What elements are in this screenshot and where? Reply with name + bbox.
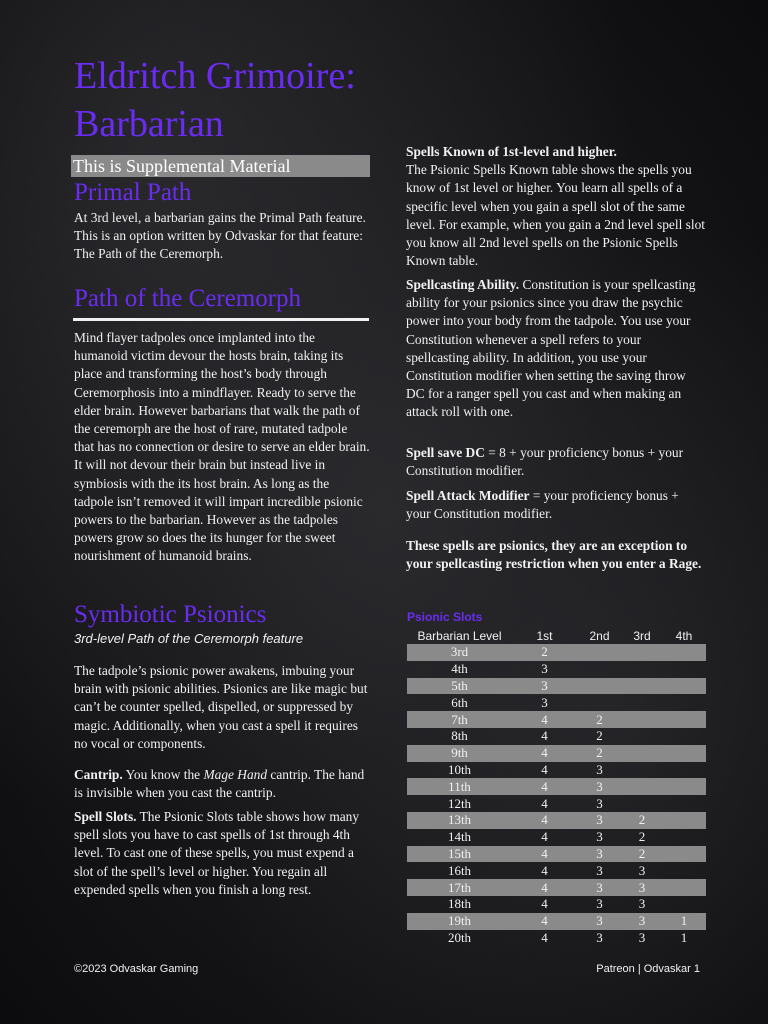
table-row [407,745,706,762]
spell-attack-text: = your proficiency bonus + your Constitution modifier. [406,488,679,522]
cantrip-text-post: cantrip. The hand is invisible when you cast the cantrip. [74,767,365,801]
header-cell: Barbarian Level [417,629,502,643]
slot-cell: 2 [622,812,662,829]
table-row [407,879,706,896]
table-row [407,644,706,661]
slot-cell [662,795,706,812]
table-body [407,644,706,946]
spell-slots-text: The Psionic Slots table shows how many spell slots you have to cast spells of 1st through 4th level. To cast one of these spells, you must expend a slot of the spell’s level or higher. You regain all expended spells when you finish a long rest. [74,809,360,897]
slot-cell [662,812,706,829]
spell-save-dc-paragraph [406,444,706,480]
table-row [407,862,706,879]
table-row [407,930,706,947]
symbiotic-heading: Symbiotic Psionics [74,601,267,628]
footer-page-info: Patreon | Odvaskar 1 [596,963,700,975]
slot-cell: 3 [512,678,577,695]
slot-cell: 3 [596,829,603,845]
slot-cell [622,678,662,695]
table-row [407,795,706,812]
slot-cell: 2 [596,728,603,744]
slot-cell [622,795,662,812]
slot-cell [622,728,662,745]
ceremorph-heading: Path of the Ceremorph [74,285,302,312]
slot-cell [577,678,622,695]
spell-save-dc-text: = 8 + your proficiency bonus + your Constitution modifier. [406,445,684,479]
slot-cell: 1 [662,913,706,930]
header-cell: 1st [536,629,553,643]
spellcasting-ability-paragraph [406,276,706,422]
slot-cell: 2 [577,711,622,728]
psionics-rage-note-text: These spells are psionics, they are an exception to your spellcasting restriction when you enter a Rage. [406,538,702,572]
level-cell: 15th [407,846,512,863]
slot-cell: 4 [541,829,548,845]
spellcasting-ability-label: Spellcasting Ability. [406,277,520,292]
slot-cell [622,694,662,711]
slot-cell [662,778,706,795]
slot-cell [662,745,706,762]
slot-cell: 3 [577,846,622,863]
slot-cell [662,762,706,779]
slot-cell [662,678,706,695]
slot-cell: 3 [638,896,646,912]
symbiotic-intro: The tadpole’s psionic power awakens, imbuing your brain with psionic abilities. Psionics are like magic but can’t be counter spelled, dispelled, or suppressed by magic. Additionally, when you cast a spell it requires no vocal or components. [74,663,368,751]
level-cell: 3rd [407,644,512,661]
level-cell: 14th [447,829,472,845]
table-row [407,829,706,846]
spell-slots-paragraph [74,808,370,899]
cantrip-paragraph [74,766,370,802]
level-cell: 5th [407,678,512,695]
slot-cell: 3 [596,761,603,777]
cantrip-text-pre: You know the [122,767,204,782]
slot-cell [662,896,706,913]
slot-cell: 3 [638,929,646,945]
ceremorph-text: Mind flayer tadpoles once implanted into the humanoid victim devour the hosts brain, taking its place and transforming the host’s body through Ceremorphosis into a mindflayer. Ready to serve the elder brain. However barbarians that walk the path of the ceremorph are the host of rare, mutated tadpole that has no connection or desire to serve an elder brain. It will not devour their brain but instead live in symbiosis with the its host brain. As long as the tadpole isn’t removed it will impart incredible psionic powers to the barbarian. However as the tadpoles powers grow so does the its hunger for the sweet nourishment of humanoid brains. [74,330,370,564]
slot-cell [577,644,622,661]
slot-cell: 4 [541,728,548,744]
primal-path-heading: Primal Path [74,179,192,206]
mage-hand-term: Mage Hand [203,767,268,782]
level-cell: 10th [447,761,472,777]
level-cell: 9th [407,745,512,762]
slot-cell: 4 [512,879,577,896]
level-cell: 6th [451,694,468,710]
level-cell: 16th [447,862,472,878]
slot-cell: 3 [541,694,548,710]
slot-cell: 4 [541,795,548,811]
slot-cell: 4 [541,761,548,777]
header-cell: 3rd [633,629,651,643]
slot-cell [662,728,706,745]
slot-cell: 4 [512,711,577,728]
table-row [407,661,706,678]
table-row [407,812,706,829]
slot-cell [622,762,662,779]
level-cell: 4th [451,661,468,677]
level-cell: 7th [407,711,512,728]
psionic-slots-title: Psionic Slots [407,610,483,624]
page-title: Eldritch Grimoire: Barbarian [74,55,356,145]
spell-save-dc-label: Spell save DC [406,445,485,460]
slot-cell [662,644,706,661]
table-row [407,711,706,728]
slot-cell: 2 [577,745,622,762]
slot-cell: 4 [541,896,548,912]
table-row [407,896,706,913]
slot-cell [662,879,706,896]
table-header-row [407,628,706,644]
primal-path-text: At 3rd level, a barbarian gains the Primal Path feature. This is an option written by Odvaskar for that feature: The Path of the Ceremorph. [74,210,366,262]
table-row [407,778,706,795]
slot-cell [577,694,622,711]
spell-attack-label: Spell Attack Modifier [406,488,530,503]
slot-cell [622,745,662,762]
slot-cell [662,829,706,846]
slot-cell [622,644,662,661]
symbiotic-subtitle: 3rd-level Path of the Ceremorph feature [74,631,304,646]
level-cell: 18th [447,896,472,912]
spells-known-text: The Psionic Spells Known table shows the spells you know of 1st level or higher. You learn all spells of a specific level when you gain a spell slot of the same level. For example, when you gain a 2nd level spell slot you know all 2nd level spells on the Psionic Spells Known table. [406,162,705,269]
header-cell: 4th [675,629,693,643]
supplemental-banner: This is Supplemental Material [71,155,370,177]
table-row [407,728,706,745]
slot-cell: 3 [596,929,603,945]
slot-cell [577,661,622,678]
level-cell: 17th [407,879,512,896]
psionic-slots-table [407,628,706,946]
psionics-rage-note [406,537,706,573]
slot-cell: 3 [577,778,622,795]
level-cell: 20th [447,929,472,945]
slot-cell: 3 [622,913,662,930]
slot-cell: 2 [622,846,662,863]
slot-cell: 4 [541,929,548,945]
slot-cell: 1 [680,929,688,945]
level-cell: 19th [407,913,512,930]
slot-cell: 2 [638,829,646,845]
footer-copyright: ©2023 Odvaskar Gaming [74,963,199,975]
slot-cell [662,862,706,879]
spellcasting-ability-text: Constitution is your spellcasting ability for your psionics since you draw the psychic power into your body from the tadpole. You use your Constitution whenever a spell refers to your spellcasting ability. In addition, you use your Constitution modifier when setting the saving throw DC for a ranger spell you cast and when making an attack roll with one. [406,277,696,420]
slot-cell [622,711,662,728]
slot-cell: 4 [512,778,577,795]
slot-cell: 4 [512,745,577,762]
slot-cell [662,694,706,711]
table-row [407,694,706,711]
slot-cell: 3 [596,795,603,811]
heading-divider [73,318,369,321]
table-row [407,762,706,779]
slot-cell: 4 [541,862,548,878]
slot-cell: 3 [577,879,622,896]
spells-known-paragraph [406,143,706,270]
level-cell: 11th [407,778,512,795]
spell-slots-label: Spell Slots. [74,809,137,824]
slot-cell [622,661,662,678]
level-cell: 12th [447,795,472,811]
slot-cell: 4 [512,812,577,829]
cantrip-label: Cantrip. [74,767,123,782]
slot-cell [662,846,706,863]
slot-cell: 3 [577,913,622,930]
table-row [407,678,706,695]
table-row [407,846,706,863]
slot-cell: 3 [638,862,646,878]
slot-cell [662,711,706,728]
slot-cell [662,661,706,678]
slot-cell: 3 [596,862,603,878]
spell-attack-paragraph [406,487,706,523]
slot-cell: 3 [622,879,662,896]
header-cell: 2nd [589,629,610,643]
slot-cell: 4 [512,913,577,930]
spells-known-label: Spells Known of 1st-level and higher. [406,144,617,159]
slot-cell: 3 [596,896,603,912]
slot-cell: 3 [541,661,548,677]
level-cell: 8th [451,728,468,744]
slot-cell: 3 [577,812,622,829]
table-row [407,913,706,930]
slot-cell: 2 [512,644,577,661]
slot-cell [622,778,662,795]
level-cell: 13th [407,812,512,829]
slot-cell: 4 [512,846,577,863]
